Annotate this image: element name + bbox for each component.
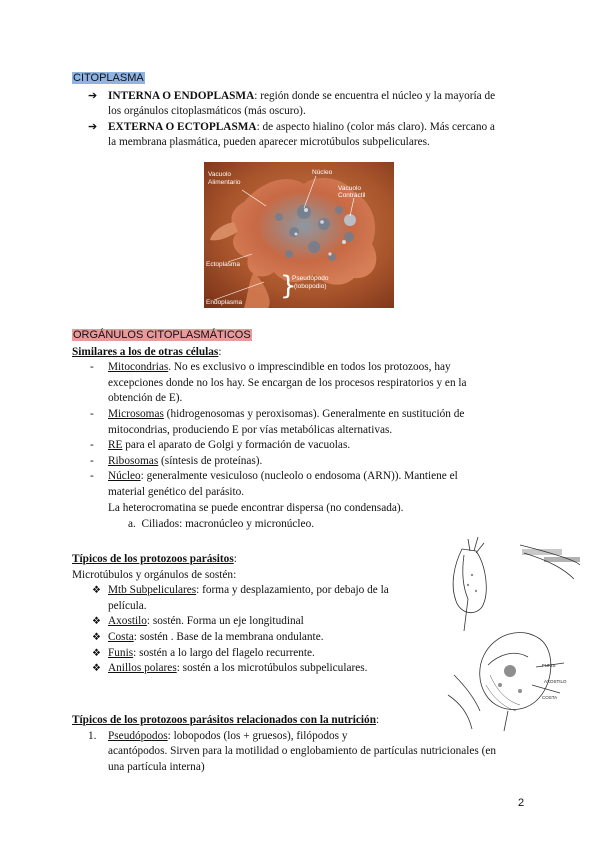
svg-text:Alimentario: Alimentario [208, 179, 241, 186]
subheading-similares: Similares a los de otras células: [72, 345, 222, 358]
list-item-axostilo: ❖ Axostilo: sostén. Forma un eje longitudinal [108, 614, 422, 630]
protozoan-sketch [424, 535, 584, 735]
intro-text: Microtúbulos y orgánulos de sostén: [72, 568, 237, 581]
svg-text:Pseudópodo: Pseudópodo [292, 275, 329, 282]
list-item-funis: ❖ Funis: sostén a lo largo del flagelo recurrente. [108, 646, 422, 662]
list-item-costa: ❖ Costa: sostén . Base de la membrana ondulante. [108, 630, 422, 646]
svg-text:Vacuolo: Vacuolo [208, 171, 232, 178]
list-item-microsomas: - Microsomas (hidrogenosomas y peroxisomas). Generalmente en sustitución de mitocondrias, produciendo E por vías metabólicas alternativas. [90, 407, 465, 436]
svg-text:Vacuolo: Vacuolo [338, 185, 362, 192]
sublist-item-ciliados: a. Ciliados: macronúcleo y micronúcleo. [128, 518, 315, 531]
svg-text:Ectoplasma: Ectoplasma [206, 261, 240, 268]
list-item-re: - RE para el aparato de Golgi y formación de vacuolas. [90, 439, 351, 452]
list-item-mtb: ❖ Mtb Subpeliculares: forma y desplazamiento, por debajo de la película. [92, 584, 389, 612]
svg-text:Núcleo: Núcleo [312, 169, 333, 176]
svg-text:FUNIS: FUNIS [542, 663, 556, 668]
page-number: 2 [518, 797, 525, 809]
heading-tipicos: Típicos de los protozoos parásitos: [72, 553, 237, 565]
list-item-ribosomas: - Ribosomas (síntesis de proteínas). [90, 454, 263, 467]
amoeba-micrograph [204, 162, 394, 308]
svg-text:(lobopodio): (lobopodio) [294, 283, 327, 290]
list-item-ectoplasma: ➔ EXTERNA O ECTOPLASMA: de aspecto hialino (color más claro). Más cercano a la membrana plasmática, pueden aparecer microtúbulos subpeliculares. [88, 120, 495, 149]
heading-organulos: ORGÁNULOS CITOPLASMÁTICOS [73, 329, 251, 341]
diamond-bullet-icon: ❖ [92, 647, 101, 659]
list-item-anillos: ❖ Anillos polares: sostén a los microtúbulos subpeliculares. [108, 661, 422, 677]
arrow-bullet-icon: ➔ [88, 89, 98, 102]
section-tipicos [72, 552, 422, 677]
svg-text:Contráctil: Contráctil [338, 192, 366, 199]
list-item-mitocondrias: - Mitocondrias. No es exclusivo o imprescindible en todos los protozoos, hay excepciones donde no los hay. Se encargan de los procesos respiratorios y en la obtención de E). [90, 361, 467, 405]
heading-nutricion: Típicos de los protozoos parásitos relacionados con la nutrición: [72, 714, 380, 726]
diamond-bullet-icon: ❖ [92, 585, 101, 597]
diamond-bullet-icon: ❖ [92, 631, 101, 643]
sketch-image [424, 535, 584, 735]
svg-text:COSTA: COSTA [542, 695, 558, 700]
svg-text:AXOSTILO: AXOSTILO [544, 679, 567, 684]
section-citoplasma [72, 71, 528, 151]
diamond-bullet-icon: ❖ [92, 616, 101, 628]
list-item-endoplasma: ➔ INTERNA O ENDOPLASMA: región donde se encuentra el núcleo y la mayoría de los orgánulos citoplasmáticos (más oscuro). [88, 89, 496, 118]
section-nutricion [72, 713, 528, 775]
amoeba-image [204, 162, 394, 308]
section-organulos [72, 328, 528, 533]
heading-citoplasma: CITOPLASMA [73, 72, 144, 84]
diamond-bullet-icon: ❖ [92, 663, 101, 675]
list-item-nucleo: - Núcleo: generalmente vesiculoso (nucleolo o endosoma (ARN)). Mantiene el material genético del parásito. La heterocromatina se puede encontrar dispersa (no condensada). [90, 470, 458, 514]
brace-icon: } [280, 271, 297, 301]
list-item-pseudopodos: 1. Pseudópodos: lobopodos (los + gruesos), filópodos y acantópodos. Sirven para la motilidad o englobamiento de partículas nutricionales (en una partícula interna) [88, 729, 497, 773]
svg-text:Endoplasma: Endoplasma [206, 299, 243, 306]
arrow-bullet-icon: ➔ [88, 120, 98, 133]
